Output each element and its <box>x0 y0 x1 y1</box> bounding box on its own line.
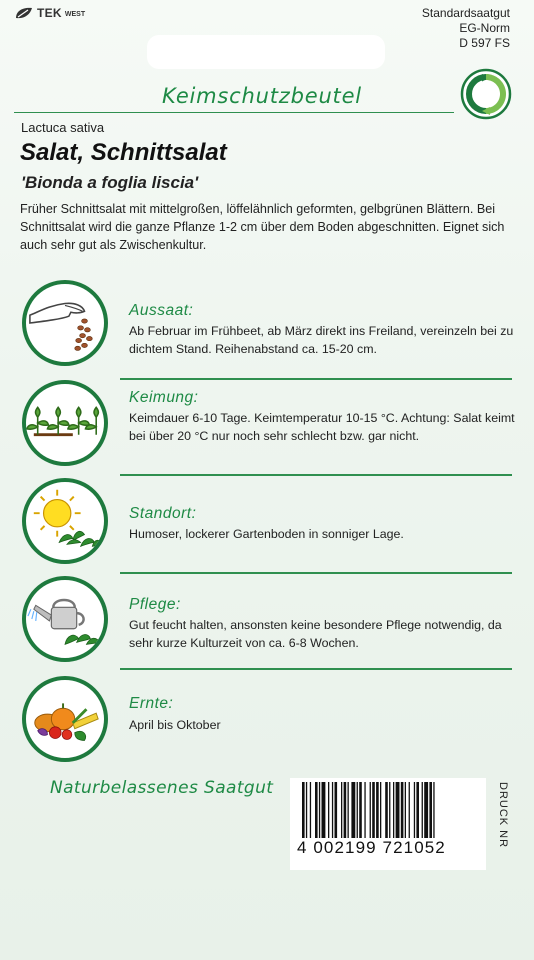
print-number-label: DRUCK NR <box>497 782 509 849</box>
logo-brand: TEK <box>37 6 62 20</box>
logo-suffix: WEST <box>64 10 86 18</box>
latin-name: Lactuca sativa <box>21 120 105 135</box>
bag-type: Keimschutzbeutel <box>162 84 362 108</box>
section-text: April bis Oktober <box>129 718 221 732</box>
sowing-hand-icon <box>22 280 108 366</box>
divider <box>120 572 512 574</box>
seedlings-icon <box>22 380 108 466</box>
section-heading: Standort: <box>129 505 197 522</box>
section-heading: Aussaat: <box>129 302 194 319</box>
label-field <box>147 35 385 69</box>
product-description: Früher Schnittsalat mit mittelgroßen, löffelähnlich geformten, gelbgrünen Blättern. Bei Schnittsalat wird die ganze Pflanze 1-2 cm über dem Boden abgeschnitten. Eignet sich auch sehr gut als Zwischenkultur. <box>20 202 505 252</box>
tekwest-logo <box>14 6 85 20</box>
divider <box>14 112 454 113</box>
standard-line: EG-Norm <box>459 21 510 35</box>
section-text: Keimdauer 6-10 Tage. Keimtemperatur 10-15 °C. Achtung: Salat keimt bei über 20 °C nur noch sehr schlecht bzw. gar nicht. <box>129 411 515 443</box>
section-heading: Keimung: <box>129 389 199 406</box>
divider <box>120 378 512 380</box>
divider <box>120 668 512 670</box>
standard-line: Standardsaatgut <box>421 6 510 20</box>
variety-name: 'Bionda a foglia liscia' <box>21 173 199 192</box>
divider <box>120 474 512 476</box>
harvest-vegetables-icon <box>22 676 108 762</box>
product-name: Salat, Schnittsalat <box>20 139 227 166</box>
sun-plants-icon <box>22 478 108 564</box>
leaf-logo-icon <box>14 6 34 20</box>
section-heading: Pflege: <box>129 596 181 613</box>
natural-seed-label: Naturbelassenes Saatgut <box>50 778 274 798</box>
barcode-bars <box>290 778 486 840</box>
standard-line: D 597 FS <box>459 36 510 50</box>
section-text: Ab Februar im Frühbeet, ab März direkt ins Freiland, vereinzeln bei zu dichtem Stand. Reihenabstand ca. 15-20 cm. <box>129 324 514 356</box>
standard-info <box>422 6 510 51</box>
section-text: Humoser, lockerer Gartenboden in sonniger Lage. <box>129 527 404 541</box>
watering-can-icon <box>22 576 108 662</box>
barcode-number: 4 002199 721052 <box>297 838 446 857</box>
section-heading: Ernte: <box>129 695 174 712</box>
green-dot-recycle-icon <box>460 68 512 120</box>
section-text: Gut feucht halten, ansonsten keine besondere Pflege notwendig, da sehr kurze Kulturzeit von ca. 6-8 Wochen. <box>129 618 502 650</box>
